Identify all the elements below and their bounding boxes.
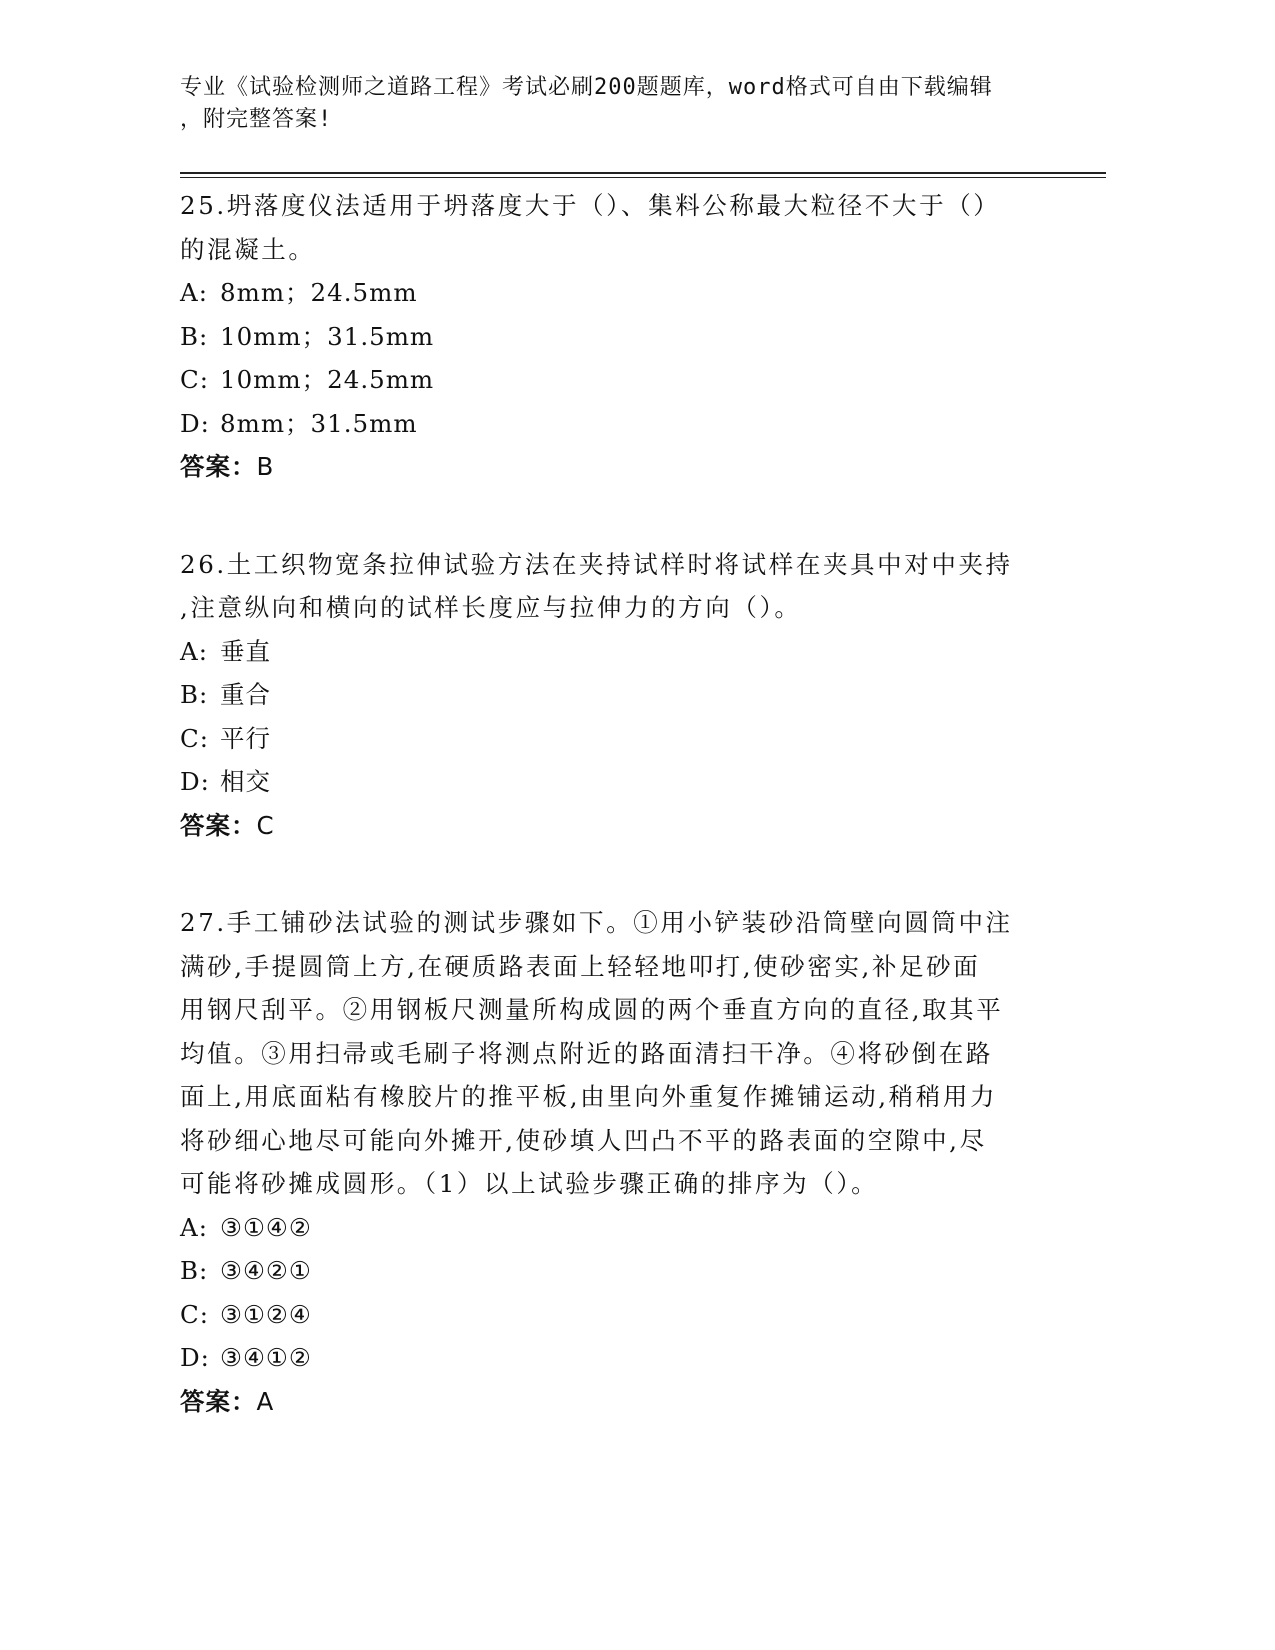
question-stem-line: 27.手工铺砂法试验的测试步骤如下。①用小铲装砂沿筒壁向圆筒中注 — [180, 908, 1013, 937]
answer — [180, 804, 1040, 848]
option-letter: B: — [180, 321, 209, 351]
answer-value: B — [256, 452, 274, 481]
option-a — [180, 271, 1040, 315]
option-letter: A: — [180, 278, 208, 307]
option-a — [180, 1206, 1040, 1250]
option-letter: D: — [180, 1343, 210, 1372]
option-d — [180, 1336, 1040, 1380]
option-text: 垂直 — [220, 636, 271, 666]
answer-label: 答案： — [180, 810, 257, 840]
option-c — [180, 717, 1040, 761]
question-stem-line: 将砂细心地尽可能向外摊开,使砂填人凹凸不平的路表面的空隙中,尽 — [180, 1125, 987, 1155]
question-list — [180, 184, 1040, 1477]
header-divider-thick — [180, 172, 1106, 174]
option-letter: B: — [180, 1256, 209, 1285]
option-d — [180, 402, 1040, 446]
question-stem-line: 26.土工织物宽条拉伸试验方法在夹持试样时将试样在夹具中对中夹持 — [180, 549, 1013, 579]
option-c — [180, 1293, 1040, 1337]
document-header — [180, 72, 1060, 136]
question-stem-line: 均值。③用扫帚或毛刷子将测点附近的路面清扫干净。④将砂倒在路 — [180, 1038, 993, 1068]
option-letter: C: — [180, 365, 210, 394]
option-d — [180, 760, 1040, 804]
option-letter: D: — [180, 767, 210, 796]
option-letter: D: — [180, 408, 210, 438]
question-stem-line: 可能将砂摊成圆形。（1）以上试验步骤正确的排序为（）。 — [180, 1169, 879, 1198]
option-text: 10mm；31.5mm — [220, 321, 435, 351]
option-text: ③④②① — [220, 1256, 312, 1285]
option-letter: A: — [180, 636, 208, 666]
option-text: 重合 — [220, 680, 271, 709]
question-stem-line: 满砂,手提圆筒上方,在硬质路表面上轻轻地叩打,使砂密实,补足砂面 — [180, 951, 981, 981]
answer-label: 答案： — [180, 452, 257, 481]
answer-value: A — [256, 1386, 274, 1416]
question-stem-line: 面上,用底面粘有橡胶片的推平板,由里向外重复作摊铺运动,稍稍用力 — [180, 1082, 998, 1111]
question-stem-line: 25.坍落度仪法适用于坍落度大于（）、集料公称最大粒径不大于（） — [180, 191, 1001, 220]
header-line-1: 专业《试验检测师之道路工程》考试必刷200题题库，word格式可自由下载编辑 — [180, 75, 993, 100]
option-b — [180, 1249, 1040, 1293]
option-text: 平行 — [220, 723, 271, 753]
option-text: ③④①② — [220, 1343, 312, 1372]
question-26 — [180, 543, 1040, 848]
option-text: 10mm；24.5mm — [220, 365, 435, 394]
answer — [180, 1380, 1040, 1424]
option-text: 相交 — [220, 767, 271, 796]
answer-value: C — [256, 810, 274, 840]
question-stem-line: ,注意纵向和横向的试样长度应与拉伸力的方向（）。 — [180, 593, 802, 622]
header-line-2: ，附完整答案! — [180, 107, 333, 132]
option-c — [180, 358, 1040, 402]
question-27 — [180, 901, 1040, 1423]
question-stem-line: 用钢尺刮平。②用钢板尺测量所构成圆的两个垂直方向的直径,取其平 — [180, 995, 1004, 1024]
option-letter: B: — [180, 680, 209, 709]
option-letter: C: — [180, 1299, 210, 1329]
option-text: ③①②④ — [220, 1299, 312, 1329]
header-divider-thin — [180, 177, 1106, 178]
option-b — [180, 673, 1040, 717]
answer-label: 答案： — [180, 1386, 257, 1416]
question-stem-line: 的混凝土。 — [180, 234, 316, 264]
option-b — [180, 315, 1040, 359]
option-letter: C: — [180, 723, 210, 753]
option-letter: A: — [180, 1212, 208, 1242]
option-text: ③①④② — [220, 1212, 312, 1242]
answer — [180, 445, 1040, 489]
option-text: 8mm；31.5mm — [220, 408, 418, 438]
option-text: 8mm；24.5mm — [220, 278, 418, 307]
question-25 — [180, 184, 1040, 489]
option-a — [180, 630, 1040, 674]
